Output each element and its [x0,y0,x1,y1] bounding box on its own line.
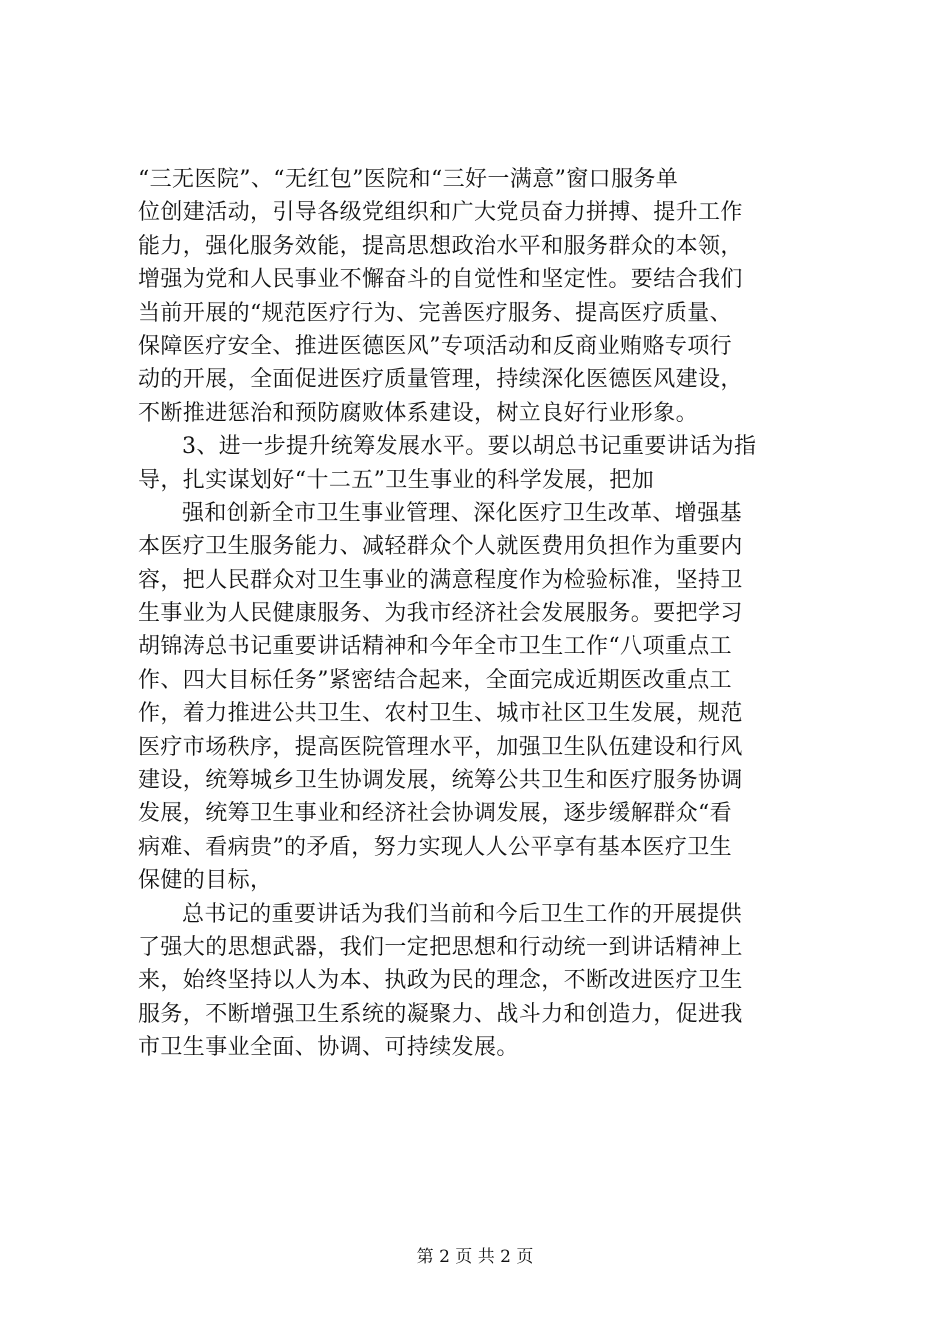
text-line: “三无医院”、“无红包”医院和“三好一满意”窗口服务单 [138,167,679,192]
text-line: 保障医疗安全、推进医德医风”专项活动和反商业贿赂专项行 [138,333,733,359]
text-line: 市卫生事业全面、协调、可持续发展。 [138,1035,519,1061]
text-line: 建设，统筹城乡卫生协调发展，统筹公共卫生和医疗服务协调 [138,768,743,794]
text-line: 动的开展，全面促进医疗质量管理，持续深化医德医风建设， [138,367,743,393]
text-line: 了强大的思想武器，我们一定把思想和行动统一到讲话精神上 [138,934,743,960]
text-line: 导，扎实谋划好“十二五”卫生事业的科学发展，把加 [138,467,655,493]
text-line: 作，着力推进公共卫生、农村卫生、城市社区卫生发展，规范 [138,701,743,727]
text-line: 生事业为人民健康服务、为我市经济社会发展服务。要把学习 [138,601,743,627]
text-line: 能力，强化服务效能，提高思想政治水平和服务群众的本领， [138,233,743,259]
text-line: 强和创新全市卫生事业管理、深化医疗卫生改革、增强基 [182,500,743,526]
text-line: 发展，统筹卫生事业和经济社会协调发展，逐步缓解群众“看 [138,801,733,827]
text-line: 当前开展的“规范医疗行为、完善医疗服务、提高医疗质量、 [138,300,733,326]
document-body [138,163,818,1065]
text-line: 胡锦涛总书记重要讲话精神和今年全市卫生工作“八项重点工 [138,634,733,660]
text-line: 容，把人民群众对卫生事业的满意程度作为检验标准，坚持卫 [138,567,743,593]
text-line: 本医疗卫生服务能力、减轻群众个人就医费用负担作为重要内 [138,534,743,560]
text-line: 不断推进惩治和预防腐败体系建设，树立良好行业形象。 [138,400,699,426]
text-line: 病难、看病贵”的矛盾，努力实现人人公平享有基本医疗卫生 [138,834,733,860]
text-line: 来，始终坚持以人为本、执政为民的理念，不断改进医疗卫生 [138,968,743,994]
text-line: 作、四大目标任务”紧密结合起来，全面完成近期医改重点工 [138,667,733,693]
page-footer: 第 2 页 共 2 页 [416,1247,534,1267]
text-line: 总书记的重要讲话为我们当前和今后卫生工作的开展提供 [182,901,743,927]
text-line: 保健的目标， [138,868,273,894]
text-line: 位创建活动，引导各级党组织和广大党员奋力拼搏、提升工作 [138,200,743,226]
text-line: 3、进一步提升统筹发展水平。要以胡总书记重要讲话为指 [182,434,757,460]
text-line: 服务，不断增强卫生系统的凝聚力、战斗力和创造力，促进我 [138,1001,743,1027]
text-line: 增强为党和人民事业不懈奋斗的自觉性和坚定性。要结合我们 [138,267,743,293]
text-line: 医疗市场秩序，提高医院管理水平，加强卫生队伍建设和行风 [138,734,743,760]
